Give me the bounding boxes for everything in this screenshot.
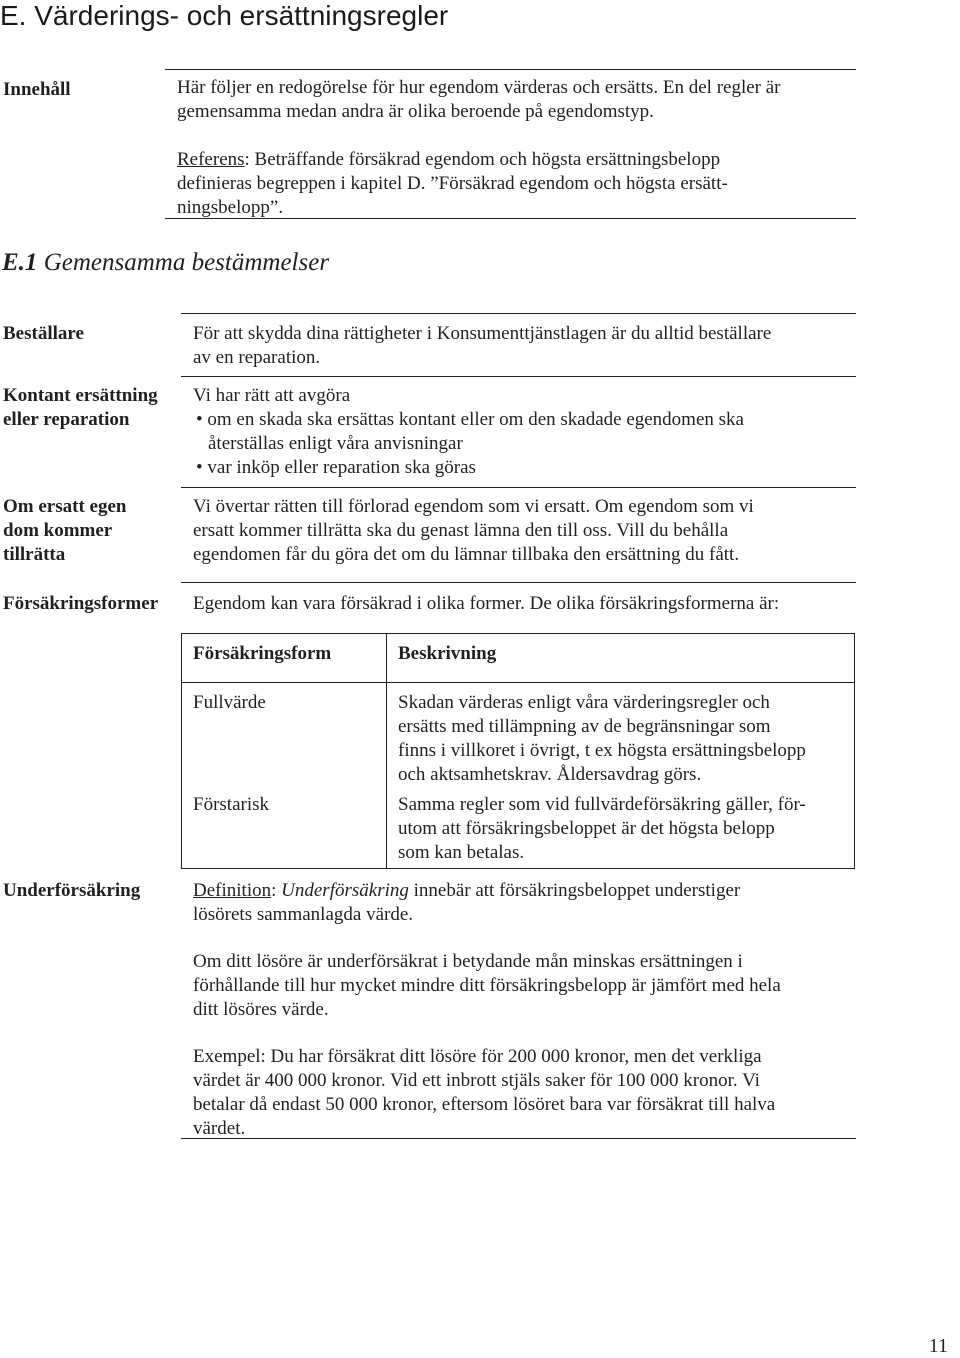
table-cell-description [398,691,806,787]
section-title: Gemensamma bestämmelser [43,249,330,276]
text-line: lösörets sammanlagda värde. [193,904,414,925]
reference-link[interactable]: Referens [177,149,245,170]
bestallare-label: Beställare [3,323,84,344]
kontant-label [3,384,158,432]
table-header-form: Försäkringsform [193,643,332,664]
divider [165,69,856,70]
former-label: Försäkringsformer [3,593,159,614]
kontant-intro: Vi har rätt att avgöra [193,385,351,406]
text-line: Om ditt lösöre är underförsäkrat i betydande mån minskas ersättningen i [193,951,743,972]
forms-table [181,633,855,869]
definition-text: innebär att försäkringsbeloppet understiger [408,880,741,901]
reference-paragraph [177,148,728,220]
table-cell-form: Förstarisk [193,794,269,815]
table-cell-form: Fullvärde [193,692,266,713]
text-line: betalar då endast 50 000 kronor, eftersom lösöret bara var försäkrat till halva [193,1094,776,1115]
intro-line: gemensamma medan andra är olika beroende på egendomstyp. [177,101,654,122]
text-line: värdet är 400 000 kronor. Vid ett inbrott stjäls saker för 100 000 kronor. Vi [193,1070,760,1091]
text-line: ditt lösöres värde. [193,999,329,1020]
page-title: E. Värderings- och ersättningsregler [0,0,449,31]
under-paragraph [193,950,781,1022]
text-line: av en reparation. [193,347,321,368]
text-line: Exempel: Du har försäkrat ditt lösöre för 200 000 kronor, men det verkliga [193,1046,762,1067]
text-line: finns i villkoret i övrigt, t ex högsta ersättningsbelopp [398,740,806,761]
text-line: värdet. [193,1118,246,1139]
intro-paragraph [177,76,781,124]
text-line: egendomen får du göra det om du lämnar tillbaka den ersättning du fått. [193,544,740,565]
ersatt-label [3,495,126,567]
section-number: E.1 [2,249,38,276]
divider [181,313,856,314]
label-line: Om ersatt egen [3,496,127,517]
divider [181,487,856,488]
label-line: dom kommer [3,520,113,541]
kontant-text [193,384,803,480]
text-line: och aktsamhetskrav. Åldersavdrag görs. [398,764,702,785]
label-line: tillrätta [3,544,66,565]
table-cell-description [398,793,806,865]
label-line: eller reparation [3,409,130,430]
text-line: Samma regler som vid fullvärdeförsäkring gäller, för- [398,794,806,815]
section-heading [2,249,329,277]
under-label: Underförsäkring [3,880,141,901]
table-header-description: Beskrivning [398,643,497,664]
text-line: ersätts med tillämpning av de begränsningar som [398,716,771,737]
reference-line: definieras begreppen i kapitel D. ”Försäkrad egendom och högsta ersätt- [177,173,728,194]
intro-label: Innehåll [3,79,71,100]
table-column-divider [386,634,387,868]
definition-term: Underförsäkring [281,880,409,901]
definition-link[interactable]: Definition [193,880,272,901]
label-line: Kontant ersättning [3,385,158,406]
ersatt-text [193,495,754,567]
divider [181,376,856,377]
reference-text: : Beträffande försäkrad egendom och högsta ersättningsbelopp [244,149,721,170]
divider [165,218,856,219]
page-number: 11 [928,1335,948,1357]
under-definition: Definition: Underförsäkring innebär att försäkringsbeloppet understiger lösörets sammanlagda värde. [193,880,741,925]
divider [181,1138,856,1139]
text-line: ersatt kommer tillrätta ska du genast lämna den till oss. Vill du behålla [193,520,729,541]
text-line: Vi övertar rätten till förlorad egendom som vi ersatt. Om egendom som vi [193,496,754,517]
text-line: utom att försäkringsbeloppet är det högsta belopp [398,818,775,839]
text-line: förhållande till hur mycket mindre ditt försäkringsbelopp är jämfört med hela [193,975,781,996]
text-line: För att skydda dina rättigheter i Konsumenttjänstlagen är du alltid beställare [193,323,772,344]
divider [181,582,856,583]
text-line: som kan betalas. [398,842,525,863]
text-line: Skadan värderas enligt våra värderingsregler och [398,692,770,713]
former-intro: Egendom kan vara försäkrad i olika former. De olika försäkringsformerna är: [193,593,780,614]
bullet-item: • om en skada ska ersättas kontant eller om den skadade egendomen ska återställas enligt våra anvisningar [196,409,744,454]
reference-line: ningsbelopp”. [177,197,284,218]
bestallare-text [193,322,771,370]
table-header-divider [182,682,854,683]
bullet-item: • var inköp eller reparation ska göras [196,457,476,478]
example-paragraph [193,1045,775,1141]
intro-line: Här följer en redogörelse för hur egendom värderas och ersätts. En del regler är [177,77,781,98]
